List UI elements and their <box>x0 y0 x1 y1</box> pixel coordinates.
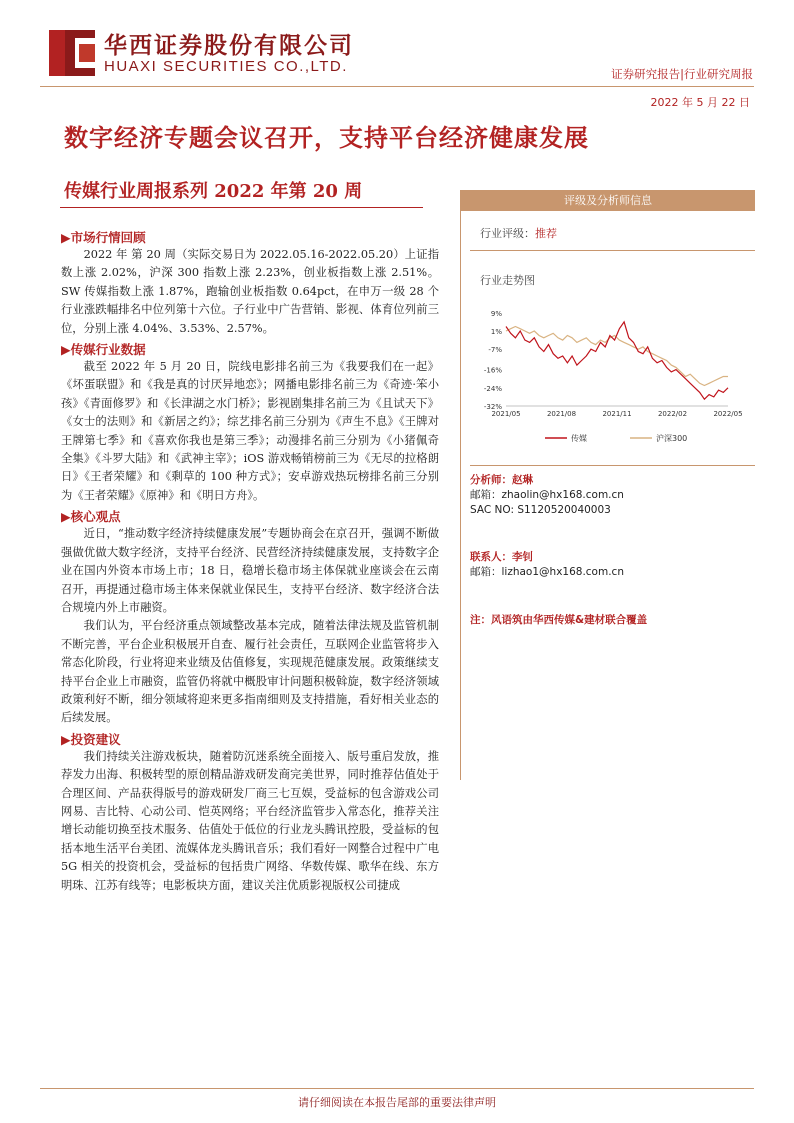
x-tick-label: 2022/02 <box>657 410 688 418</box>
analyst-email[interactable]: 邮箱：zhaolin@hx168.com.cn <box>470 489 624 501</box>
company-name-en: HUAXI SECURITIES CO.,LTD. <box>104 58 348 75</box>
report-title: 数字经济专题会议召开，支持平台经济健康发展 <box>64 123 589 152</box>
y-tick-label: 9% <box>490 309 502 318</box>
y-tick-label: -7% <box>488 346 502 355</box>
huaxi-logo-icon <box>49 30 95 76</box>
section-core-view <box>61 507 439 727</box>
chart-svg <box>470 298 755 458</box>
section-head: ▶核心观点 <box>61 509 121 525</box>
trend-label: 行业走势图 <box>480 274 535 287</box>
contact-block <box>470 550 755 580</box>
paragraph: 我们持续关注游戏板块，随着防沉迷系统全面接入、版号重启发放，推荐发力出海、积极转型的原创精品游戏研发商完美世界，同时推荐估值处于合理区间、产品获得版号的游戏研发厂商三七互娱，受益标的包含游戏公司网易、吉比特、心动公司、恺英网络；平台经济监管步入常态化，推荐关注增长动能切换至技术服务、估值处于低位的行业龙头腾讯控股，受益标的包括本地生活平台美团、流媒体龙头腾讯音乐；我们看好一网整合过程中广电 5G 相关的投资机会，受益标的包括贵广网络、华数传媒、歌华在线、东方明珠、江苏有线等；电影板块方面，建议关注优质影视版权公司捷成 <box>61 749 439 892</box>
paragraph: 近日，“推动数字经济持续健康发展”专题协商会在京召开，强调不断做强做优做大数字经济，支持平台经济、民营经济持续健康发展，支持数字企业在国内外资本市场上市；18 日，稳增长稳市场主体保就业座谈会在云南召开，再提通过稳市场主体来保就业保民生，支持平台经济、数字经济合法合规境内外上市融资。 <box>61 527 439 614</box>
x-tick-label: 2021/05 <box>491 410 521 418</box>
contact-label: 联系人： <box>470 551 512 563</box>
paragraph: 我们认为，平台经济重点领域整改基本完成，随着法律法规及监管机制不断完善，平台企业积极展开自查、履行社会责任，互联网企业监管将步入常态化阶段，行业将迎来业绩及估值修复，实现规范健康发展。政策继续支持平台企业上市融资，监管仍将就中概股审计问题积极斡旋，数字经济领域政策利好不断，细分领域将迎来更多指南细则及支持措施，看好相关业态的后续发展。 <box>61 619 439 725</box>
section-industry-data <box>61 340 439 505</box>
rating-label: 行业评级： <box>480 227 535 240</box>
paragraph: 2022 年 第 20 周（实际交易日为 2022.05.16-2022.05.20）上证指数上涨 2.02%，沪深 300 指数上涨 2.23%，创业板指数上涨 2.51%。SW 传媒指数上涨 1.87%，跑输创业板指数 0.64pct，在申万一级 28 个行业涨跌幅排名中位列第十六位。子行业中广告营销、影视、体育位列前三位，分别上涨 4.04%、3.53%、2.57%。 <box>61 248 439 335</box>
analyst-label: 分析师： <box>470 474 512 486</box>
y-tick-label: -32% <box>483 403 502 411</box>
section-head: ▶市场行情回顾 <box>61 230 146 245</box>
y-tick-label: -24% <box>483 384 502 393</box>
subtitle-rule <box>60 207 423 208</box>
contact-email[interactable]: 邮箱：lizhao1@hx168.com.cn <box>470 566 624 578</box>
section-investment-advice <box>61 730 439 895</box>
sidebar-rule <box>470 250 755 251</box>
sidebar-header-text: 评级及分析师信息 <box>564 194 652 207</box>
x-tick-label: 2022/05 <box>713 410 743 418</box>
section-body <box>61 748 439 895</box>
paragraph: 截至 2022 年 5 月 20 日，院线电影排名前三为《我要我们在一起》《坏蛋联盟》和《我是真的讨厌异地恋》；网播电影排名前三为《奇迹·笨小孩》《青面修罗》和《长津湖之水门桥》；影视剧集排名前三为《且试天下》《女士的法则》和《新居之约》；综艺排名前三分别为《声生不息》《王牌对王牌第七季》和《喜欢你我也是第三季》；动漫排名前三分别为《小猪佩奇全集》《斗罗大陆》和《武神主宰》；iOS 游戏畅销榜前三为《无尽的拉格朗日》《王者荣耀》和《剩草的 100 种方式》；安卓游戏热玩榜排名前三分别为《王者荣耀》《原神》和《明日方舟》。 <box>61 360 439 502</box>
section-body <box>61 358 439 505</box>
x-tick-label: 2021/08 <box>546 410 577 418</box>
industry-trend-chart <box>470 298 755 458</box>
footer-disclaimer: 请仔细阅读在本报告尾部的重要法律声明 <box>298 1096 496 1109</box>
rating-value: 推荐 <box>535 227 557 240</box>
company-logo <box>49 30 95 76</box>
legend-label: 传媒 <box>571 434 587 443</box>
report-type: 证券研究报告|行业研究周报 <box>611 67 753 81</box>
contact-name: 李钊 <box>512 551 533 563</box>
section-market-review <box>61 228 439 338</box>
company-name-cn: 华西证券股份有限公司 <box>104 32 354 59</box>
footer-rule <box>40 1088 754 1089</box>
coverage-note: 注：风语筑由华西传媒&建材联合覆盖 <box>470 614 648 626</box>
series-line-media <box>506 322 728 399</box>
legend-label: 沪深300 <box>656 434 688 443</box>
sidebar-rule <box>470 465 755 466</box>
section-body <box>61 246 439 338</box>
analyst-sac: SAC NO: S1120520040003 <box>470 504 611 516</box>
analyst-line <box>470 473 755 488</box>
main-column <box>61 228 439 895</box>
section-body <box>61 525 439 727</box>
analyst-name: 赵琳 <box>512 474 533 486</box>
industry-rating <box>480 225 557 241</box>
y-tick-label: 1% <box>490 328 502 336</box>
y-tick-label: -16% <box>483 366 502 375</box>
x-tick-label: 2021/11 <box>602 410 632 418</box>
section-head: ▶传媒行业数据 <box>61 342 146 358</box>
report-date: 2022 年 5 月 22 日 <box>650 96 750 109</box>
analyst-block <box>470 473 755 518</box>
sidebar-header <box>461 190 755 211</box>
contact-line <box>470 550 755 565</box>
header-rule <box>40 86 754 87</box>
section-head: ▶投资建议 <box>61 731 121 747</box>
report-subtitle: 传媒行业周报系列 2022 年第 20 周 <box>64 181 363 202</box>
sidebar-vertical-rule <box>460 190 461 780</box>
